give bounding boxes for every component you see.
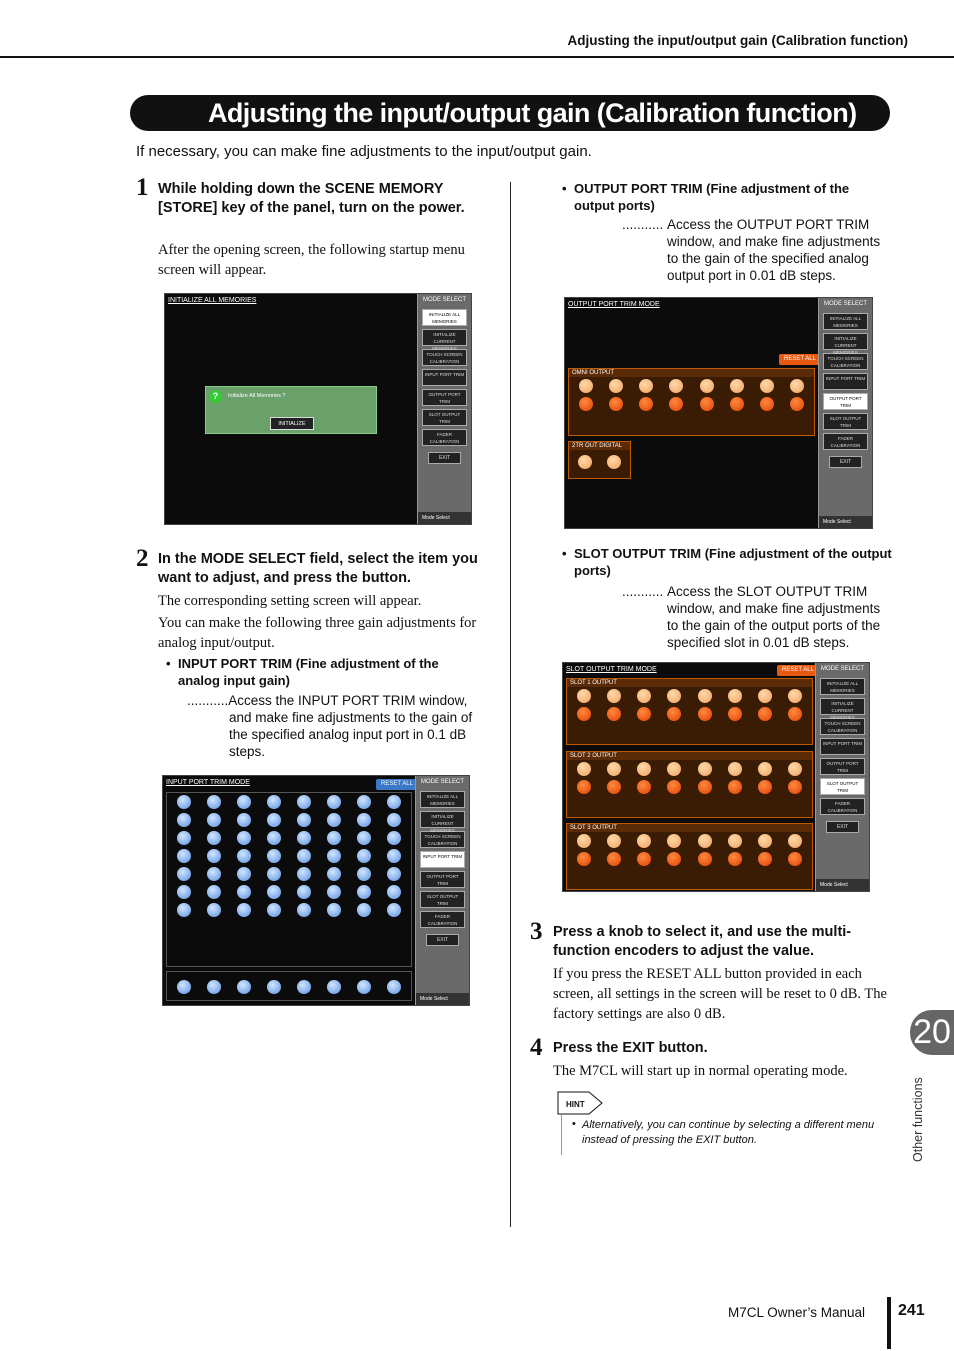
hint-label: HINT	[566, 1100, 585, 1109]
knob[interactable]	[297, 903, 311, 917]
knob[interactable]	[788, 707, 802, 721]
mode-input-port-trim[interactable]: INPUT PORT TRIM	[823, 373, 868, 390]
knob[interactable]	[267, 813, 281, 827]
hint-text: Alternatively, you can continue by selecting a different menu instead of pressing the EXIT button.	[582, 1119, 875, 1146]
knob[interactable]	[207, 813, 221, 827]
step-body: The corresponding setting screen will appear.	[158, 593, 422, 609]
knob[interactable]	[237, 849, 251, 863]
dialog-text: Initialize All Memories ?	[228, 393, 286, 399]
panel-title: OMNI OUTPUT	[569, 369, 814, 377]
knob[interactable]	[698, 852, 712, 866]
knob[interactable]	[297, 867, 311, 881]
knob[interactable]	[267, 980, 281, 994]
chapter-tab-text: Other functions	[911, 1077, 925, 1162]
knob-row	[167, 901, 411, 919]
knob[interactable]	[637, 762, 651, 776]
mode-input-port-trim[interactable]: INPUT PORT TRIM	[820, 738, 865, 755]
mode-touch-calibration[interactable]: TOUCH SCREEN CALIBRATION	[823, 353, 868, 370]
knob[interactable]	[577, 762, 591, 776]
intro-text: If necessary, you can make fine adjustments to the input/output gain.	[136, 143, 592, 160]
screenshot-output-port-trim	[564, 297, 873, 529]
bullet-desc: Access the OUTPUT PORT TRIM window, and make fine adjustments to the gain of the specified analog output port in 0.01 dB steps.	[667, 217, 881, 283]
hint-bullet: •	[572, 1118, 576, 1130]
knob[interactable]	[790, 379, 804, 393]
knob[interactable]	[637, 707, 651, 721]
mode-slot-output-trim[interactable]: SLOT OUTPUT TRIM	[820, 778, 865, 795]
knob[interactable]	[207, 980, 221, 994]
stin-knob-row	[166, 971, 412, 1001]
slot-3-output-panel	[566, 823, 813, 890]
knob[interactable]	[578, 455, 592, 469]
knob[interactable]	[760, 379, 774, 393]
knob[interactable]	[357, 903, 371, 917]
knob[interactable]	[728, 707, 742, 721]
knob[interactable]	[730, 379, 744, 393]
knob[interactable]	[758, 852, 772, 866]
step-number: 1	[136, 174, 149, 201]
slot-1-output-panel	[566, 678, 813, 745]
knob[interactable]	[387, 831, 401, 845]
mode-slot-output-trim[interactable]: SLOT OUTPUT TRIM	[420, 891, 465, 908]
knob-row	[167, 847, 411, 865]
exit-button[interactable]: EXIT	[428, 452, 461, 464]
knob[interactable]	[758, 707, 772, 721]
initialize-dialog	[205, 386, 377, 434]
knob[interactable]	[639, 397, 653, 411]
step-title: Press the EXIT button.	[553, 1040, 708, 1056]
knob[interactable]	[788, 780, 802, 794]
mode-select-panel	[417, 294, 471, 524]
slot-2-output-panel	[566, 751, 813, 818]
knob[interactable]	[579, 397, 593, 411]
screen-title: SLOT OUTPUT TRIM MODE	[566, 666, 657, 673]
knob[interactable]	[177, 867, 191, 881]
step-title: In the MODE SELECT field, select the item you want to adjust, and press the button.	[158, 551, 478, 586]
bullet-mark: •	[562, 546, 567, 561]
knob[interactable]	[297, 849, 311, 863]
knob[interactable]	[237, 867, 251, 881]
knob[interactable]	[327, 903, 341, 917]
knob[interactable]	[607, 689, 621, 703]
knob[interactable]	[728, 780, 742, 794]
knob[interactable]	[237, 813, 251, 827]
knob[interactable]	[387, 849, 401, 863]
bullet-desc-leader: ...........	[622, 584, 664, 599]
knob-row	[569, 450, 630, 471]
knob[interactable]	[327, 813, 341, 827]
mode-touch-calibration[interactable]: TOUCH SCREEN CALIBRATION	[820, 718, 865, 735]
mode-initialize-all[interactable]: INITIALIZE ALL MEMORIES	[820, 678, 865, 695]
knob[interactable]	[577, 689, 591, 703]
mode-select-header: MODE SELECT	[422, 297, 466, 303]
knob[interactable]	[579, 379, 593, 393]
chapter-tab-number: 20	[910, 1010, 954, 1055]
exit-button[interactable]: EXIT	[826, 821, 859, 833]
knob[interactable]	[387, 885, 401, 899]
question-icon: ?	[209, 390, 222, 403]
screenshot-slot-output-trim	[562, 662, 870, 892]
knob[interactable]	[237, 885, 251, 899]
column-divider	[510, 182, 511, 1227]
mode-select-panel	[815, 663, 869, 891]
mode-select-footer: Mode Select	[416, 993, 469, 1005]
step-body: The M7CL will start up in normal operating mode.	[553, 1063, 848, 1079]
knob[interactable]	[667, 834, 681, 848]
page-number: 241	[898, 1302, 925, 1319]
knob[interactable]	[357, 885, 371, 899]
manual-name: M7CL Owner’s Manual	[728, 1305, 866, 1320]
knob[interactable]	[327, 831, 341, 845]
screen-title: INPUT PORT TRIM MODE	[166, 779, 250, 786]
knob[interactable]	[758, 762, 772, 776]
mode-output-port-trim[interactable]: OUTPUT PORT TRIM	[422, 389, 467, 406]
mode-initialize-current[interactable]: INITIALIZE CURRENT MEMORIES	[823, 333, 868, 350]
knob[interactable]	[577, 834, 591, 848]
reset-all-button[interactable]: RESET ALL	[777, 665, 819, 676]
knob-row	[167, 811, 411, 829]
knob[interactable]	[698, 689, 712, 703]
knob[interactable]	[357, 980, 371, 994]
knob[interactable]	[177, 795, 191, 809]
step-body: If you press the RESET ALL button provided in each screen, all settings in the screen will be reset to 0 dB. The factory settings are also 0 dB.	[553, 966, 887, 1022]
knob[interactable]	[788, 852, 802, 866]
screen-title: INITIALIZE ALL MEMORIES	[168, 297, 257, 304]
mode-output-port-trim[interactable]: OUTPUT PORT TRIM	[823, 393, 868, 410]
knob[interactable]	[327, 980, 341, 994]
mode-select-header: MODE SELECT	[823, 301, 867, 307]
knob[interactable]	[327, 885, 341, 899]
knob[interactable]	[357, 831, 371, 845]
mode-touch-calibration[interactable]: TOUCH SCREEN CALIBRATION	[422, 349, 467, 366]
knob[interactable]	[297, 795, 311, 809]
knob[interactable]	[267, 903, 281, 917]
knob[interactable]	[327, 867, 341, 881]
input-knob-grid	[166, 792, 412, 967]
step-title: While holding down the SCENE MEMORY [STORE] key of the panel, turn on the power.	[158, 181, 465, 216]
screenshot-initialize	[164, 293, 472, 525]
mode-select-panel	[818, 298, 872, 528]
knob[interactable]	[267, 867, 281, 881]
knob[interactable]	[387, 903, 401, 917]
2tr-out-digital-panel	[568, 441, 631, 479]
mode-input-port-trim[interactable]: INPUT PORT TRIM	[422, 369, 467, 386]
knob[interactable]	[177, 885, 191, 899]
knob[interactable]	[637, 852, 651, 866]
knob[interactable]	[607, 707, 621, 721]
knob[interactable]	[237, 795, 251, 809]
knob[interactable]	[177, 831, 191, 845]
knob[interactable]	[207, 903, 221, 917]
mode-fader-calibration[interactable]: FADER CALIBRATION	[823, 433, 868, 450]
hint-rule	[561, 1115, 562, 1155]
mode-initialize-all[interactable]: INITIALIZE ALL MEMORIES	[422, 309, 467, 326]
knob[interactable]	[387, 980, 401, 994]
mode-fader-calibration[interactable]: FADER CALIBRATION	[820, 798, 865, 815]
knob[interactable]	[267, 849, 281, 863]
knob[interactable]	[387, 795, 401, 809]
knob[interactable]	[698, 834, 712, 848]
knob[interactable]	[177, 813, 191, 827]
bullet-desc: ...........Access the INPUT PORT TRIM window, and make fine adjustments to the gain of the specified analog input port in 0.1 dB steps.	[187, 693, 473, 759]
panel-title: SLOT 3 OUTPUT	[567, 824, 812, 832]
knob[interactable]	[207, 867, 221, 881]
initialize-button[interactable]: INITIALIZE	[270, 417, 314, 430]
knob[interactable]	[609, 379, 623, 393]
step-number: 4	[530, 1034, 543, 1061]
mode-slot-output-trim[interactable]: SLOT OUTPUT TRIM	[422, 409, 467, 426]
knob[interactable]	[758, 780, 772, 794]
bullet-title: SLOT OUTPUT TRIM (Fine adjustment of the output ports)	[574, 546, 892, 578]
knob[interactable]	[637, 689, 651, 703]
knob[interactable]	[758, 834, 772, 848]
knob[interactable]	[669, 379, 683, 393]
knob[interactable]	[577, 852, 591, 866]
knob-row	[167, 865, 411, 883]
knob[interactable]	[669, 397, 683, 411]
knob[interactable]	[667, 852, 681, 866]
reset-all-button[interactable]: RESET ALL	[779, 354, 821, 365]
mode-initialize-current[interactable]: INITIALIZE CURRENT MEMORIES	[820, 698, 865, 715]
knob[interactable]	[237, 980, 251, 994]
knob[interactable]	[207, 849, 221, 863]
knob[interactable]	[728, 762, 742, 776]
mode-select-header: MODE SELECT	[820, 666, 864, 672]
knob[interactable]	[207, 831, 221, 845]
knob[interactable]	[607, 455, 621, 469]
bullet-desc: Access the SLOT OUTPUT TRIM window, and make fine adjustments to the gain of the output ports of the specified slot in 0.01 dB steps.	[667, 584, 881, 650]
mode-select-header: MODE SELECT	[420, 779, 464, 785]
knob[interactable]	[267, 831, 281, 845]
knob[interactable]	[698, 762, 712, 776]
knob[interactable]	[267, 795, 281, 809]
knob[interactable]	[700, 397, 714, 411]
bullet-mark: •	[562, 181, 567, 196]
knob[interactable]	[207, 885, 221, 899]
page-rule	[887, 1297, 891, 1349]
mode-initialize-all[interactable]: INITIALIZE ALL MEMORIES	[420, 791, 465, 808]
knob[interactable]	[790, 397, 804, 411]
bullet-mark: •	[166, 656, 171, 671]
mode-select-footer: Mode Select	[816, 879, 869, 891]
mode-select-footer: Mode Select	[819, 516, 872, 528]
knob-row	[167, 883, 411, 901]
knob[interactable]	[639, 379, 653, 393]
knob[interactable]	[577, 780, 591, 794]
knob-row	[569, 377, 814, 395]
knob[interactable]	[297, 813, 311, 827]
knob[interactable]	[667, 762, 681, 776]
omni-output-panel	[568, 368, 815, 436]
knob[interactable]	[357, 849, 371, 863]
mode-input-port-trim[interactable]: INPUT PORT TRIM	[420, 851, 465, 868]
knob[interactable]	[177, 849, 191, 863]
knob[interactable]	[607, 762, 621, 776]
reset-all-button[interactable]: RESET ALL	[376, 779, 418, 790]
knob[interactable]	[760, 397, 774, 411]
knob[interactable]	[607, 780, 621, 794]
mode-output-port-trim[interactable]: OUTPUT PORT TRIM	[820, 758, 865, 775]
knob[interactable]	[357, 867, 371, 881]
knob[interactable]	[297, 980, 311, 994]
mode-initialize-current[interactable]: INITIALIZE CURRENT MEMORIES	[422, 329, 467, 346]
knob[interactable]	[267, 885, 281, 899]
step-title: Press a knob to select it, and use the multi-function encoders to adjust the value.	[553, 924, 852, 959]
knob[interactable]	[609, 397, 623, 411]
knob[interactable]	[357, 795, 371, 809]
knob[interactable]	[237, 831, 251, 845]
knob[interactable]	[237, 903, 251, 917]
knob-row	[167, 793, 411, 811]
panel-title: SLOT 1 OUTPUT	[567, 679, 812, 687]
bullet-desc-leader: ...........	[622, 217, 664, 232]
knob[interactable]	[297, 831, 311, 845]
knob-row	[167, 829, 411, 847]
knob[interactable]	[758, 689, 772, 703]
step-number: 3	[530, 918, 543, 945]
knob[interactable]	[177, 980, 191, 994]
knob[interactable]	[700, 379, 714, 393]
bullet-title: INPUT PORT TRIM (Fine adjustment of the analog input gain)	[178, 656, 439, 688]
knob[interactable]	[667, 707, 681, 721]
bullet-title: OUTPUT PORT TRIM (Fine adjustment of the output ports)	[574, 181, 850, 213]
knob[interactable]	[730, 397, 744, 411]
step-body: After the opening screen, the following startup menu screen will appear.	[158, 242, 465, 278]
knob[interactable]	[667, 780, 681, 794]
knob[interactable]	[607, 852, 621, 866]
knob[interactable]	[698, 780, 712, 794]
knob[interactable]	[728, 852, 742, 866]
knob[interactable]	[728, 834, 742, 848]
running-header: Adjusting the input/output gain (Calibration function)	[567, 33, 908, 48]
knob[interactable]	[637, 834, 651, 848]
knob[interactable]	[387, 867, 401, 881]
mode-select-panel	[415, 776, 469, 1005]
mode-fader-calibration[interactable]: FADER CALIBRATION	[422, 429, 467, 446]
knob[interactable]	[788, 762, 802, 776]
knob[interactable]	[327, 849, 341, 863]
step-body: You can make the following three gain adjustments for analog input/output.	[158, 615, 477, 651]
mode-slot-output-trim[interactable]: SLOT OUTPUT TRIM	[823, 413, 868, 430]
mode-initialize-all[interactable]: INITIALIZE ALL MEMORIES	[823, 313, 868, 330]
mode-select-footer: Mode Select	[418, 512, 471, 524]
mode-output-port-trim[interactable]: OUTPUT PORT TRIM	[420, 871, 465, 888]
knob[interactable]	[728, 689, 742, 703]
exit-button[interactable]: EXIT	[426, 934, 459, 946]
knob[interactable]	[297, 885, 311, 899]
panel-title: SLOT 2 OUTPUT	[567, 752, 812, 760]
mode-initialize-current[interactable]: INITIALIZE CURRENT MEMORIES	[420, 811, 465, 828]
mode-fader-calibration[interactable]: FADER CALIBRATION	[420, 911, 465, 928]
knob[interactable]	[357, 813, 371, 827]
knob[interactable]	[607, 834, 621, 848]
knob[interactable]	[667, 689, 681, 703]
exit-button[interactable]: EXIT	[829, 456, 862, 468]
knob[interactable]	[177, 903, 191, 917]
step-number: 2	[136, 545, 149, 572]
screen-title: OUTPUT PORT TRIM MODE	[568, 301, 660, 308]
knob[interactable]	[577, 707, 591, 721]
section-title: Adjusting the input/output gain (Calibration function)	[130, 95, 890, 131]
knob[interactable]	[387, 813, 401, 827]
knob[interactable]	[788, 834, 802, 848]
panel-title: 2TR OUT DIGITAL	[569, 442, 630, 450]
header-rule	[0, 56, 954, 58]
chapter-tab-label	[909, 1062, 927, 1162]
knob[interactable]	[788, 689, 802, 703]
knob[interactable]	[637, 780, 651, 794]
knob[interactable]	[698, 707, 712, 721]
knob[interactable]	[327, 795, 341, 809]
mode-touch-calibration[interactable]: TOUCH SCREEN CALIBRATION	[420, 831, 465, 848]
screenshot-input-port-trim	[162, 775, 470, 1006]
knob[interactable]	[207, 795, 221, 809]
knob-row	[569, 395, 814, 413]
hint-arrow-icon	[557, 1091, 603, 1115]
